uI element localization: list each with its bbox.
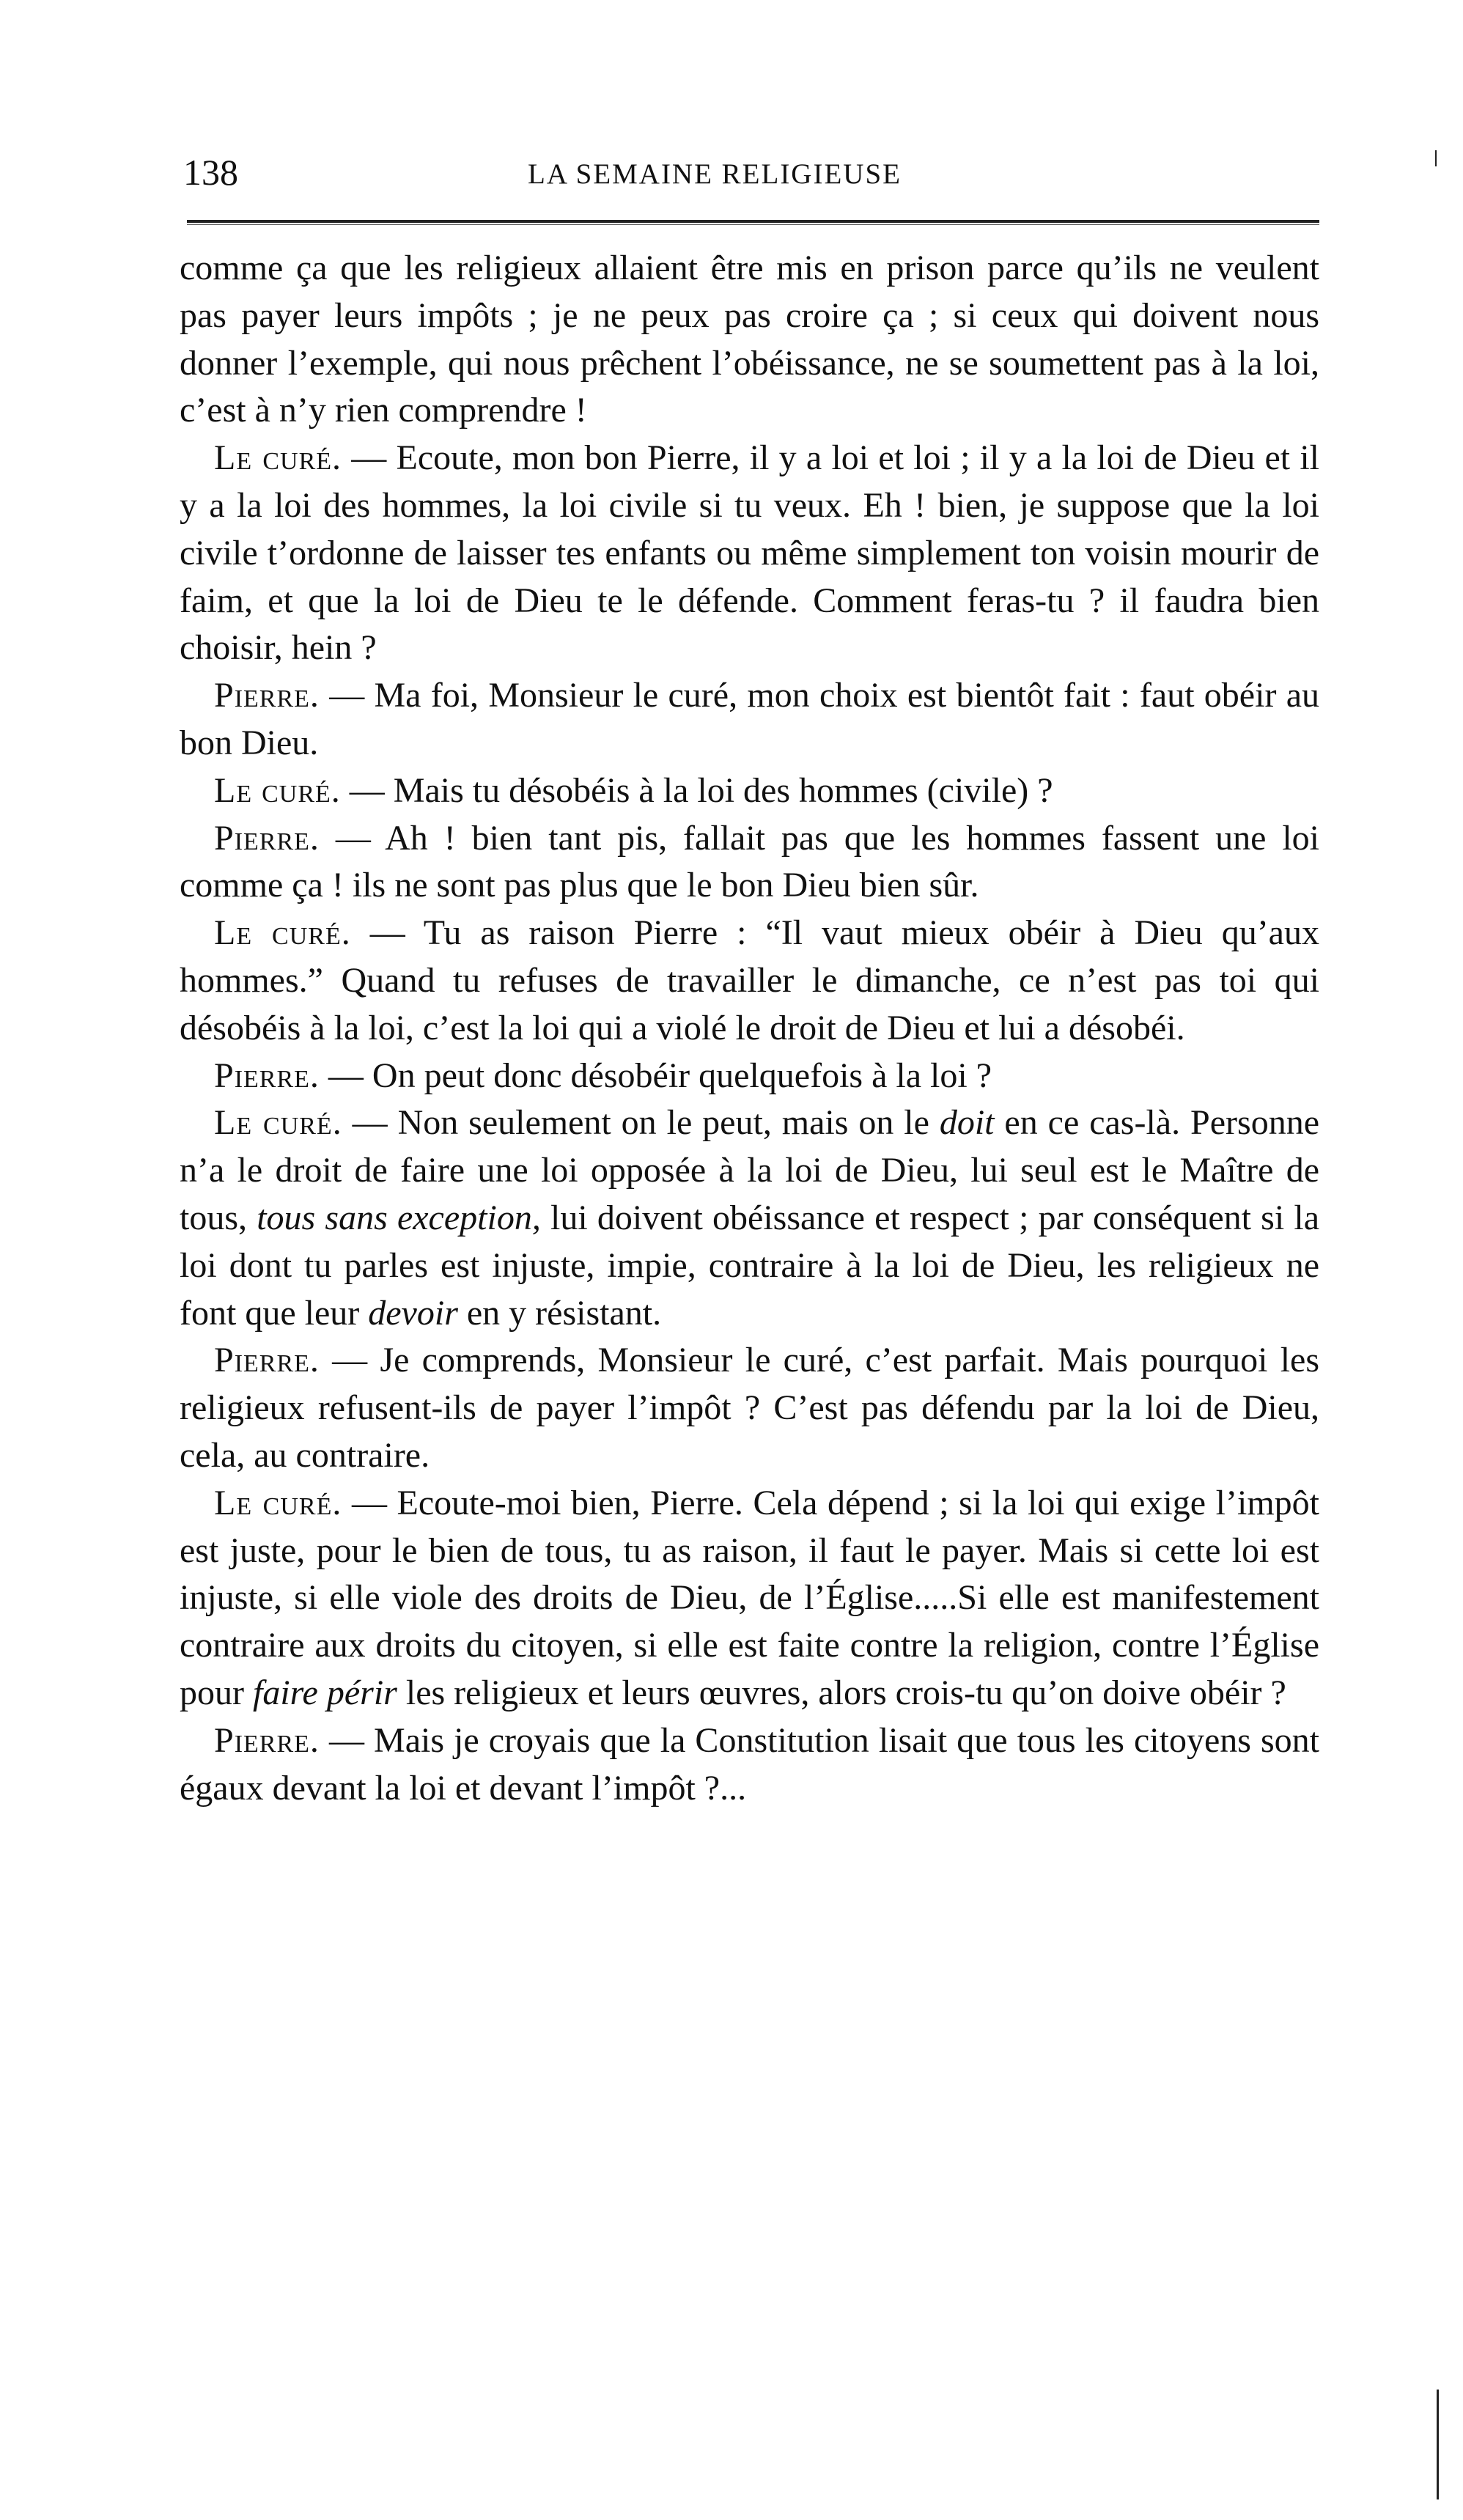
speaker-dash: —: [319, 1720, 375, 1760]
paragraph-text: Non seulement on le peut, mais on le: [397, 1103, 940, 1143]
dialogue-paragraph: [180, 910, 1319, 1052]
paragraph-text: en ce cas-là. Personne n’a le droit de faire une loi opposée à la loi de Dieu, lui seul est le Maître de tous,: [180, 1103, 1320, 1237]
dialogue-paragraph: [180, 245, 1319, 435]
paragraph-text: Ecoute-moi bien, Pierre. Cela dépend ; si la loi qui exige l’impôt est juste, pour le bien de tous, tu as raison, il faut le payer. Mais si cette loi est injuste, si elle viole des droits de Dieu, de l’Église.....Si elle est manifestement contraire aux droits du citoyen, si elle est faite contre la religion, contre l’Église pour: [180, 1483, 1319, 1712]
dialogue-paragraph: [180, 815, 1319, 910]
dialogue-paragraph: [180, 767, 1319, 815]
speaker-dash: —: [319, 1341, 380, 1380]
binding-edge-mark-small: [1435, 150, 1437, 166]
paragraph-text: Ah ! bien tant pis, fallait pas que les hommes fassent une loi comme ça ! ils ne sont pas plus que le bon Dieu bien sûr.: [180, 818, 1320, 905]
speaker-name: Pierre.: [214, 1055, 320, 1095]
speaker-dash: —: [342, 1483, 397, 1522]
paragraph-text: Tu as raison Pierre : “Il vaut mieux obéir à Dieu qu’aux hommes.” Quand tu refuses de travailler le dimanche, ce n’est pas toi qui désobéis à la loi, c’est la loi qui a violé le droit de Dieu et lui a désobéi.: [180, 913, 1319, 1047]
paragraph-text: Mais je croyais que la Constitution lisait que tous les citoyens sont égaux devant la loi et devant l’impôt ?...: [180, 1720, 1320, 1808]
speaker-dash: —: [319, 1055, 372, 1095]
emphasis-text: faire périr: [252, 1673, 397, 1712]
header-rule-shadow: [187, 224, 1319, 225]
emphasis-text: tous sans exception,: [257, 1198, 541, 1237]
paragraph-text: Ecoute, mon bon Pierre, il y a loi et loi ; il y a la loi de Dieu et il y a la loi des hommes, la loi civile si tu veux. Eh ! bien, je suppose que la loi civile t’ordonne de laisser tes enfants ou même simplement ton voisin mourir de faim, et que la loi de Dieu te le défende. Comment feras-tu ? il faudra bien choisir, hein ?: [180, 438, 1319, 668]
dialogue-paragraph: [180, 1099, 1319, 1337]
paragraph-text: Je comprends, Monsieur le curé, c’est parfait. Mais pourquoi les religieux refusent-ils de payer l’impôt ? C’est pas défendu par la loi de Dieu, cela, au contraire.: [180, 1341, 1320, 1475]
binding-edge-mark: [1437, 2390, 1439, 2499]
paragraph-text: en y résistant.: [457, 1293, 662, 1333]
speaker-dash: —: [319, 818, 386, 858]
speaker-name: Pierre.: [214, 818, 320, 858]
dialogue-paragraph: [180, 1480, 1319, 1717]
running-head: [183, 150, 1327, 202]
dialogue-paragraph: [180, 672, 1319, 767]
speaker-name: Pierre.: [214, 676, 320, 715]
paragraph-text: les religieux et leurs œuvres, alors crois-tu qu’on doive obéir ?: [397, 1673, 1286, 1712]
emphasis-text: doit: [939, 1103, 995, 1143]
paragraph-text: lui doivent obéissance et respect ; par conséquent si la loi dont tu parles est injuste, impie, contraire à la loi de Dieu, les religieux ne font que leur: [180, 1198, 1320, 1333]
speaker-name: Le curé.: [214, 1103, 342, 1143]
speaker-dash: —: [319, 676, 375, 715]
speaker-name: Pierre.: [214, 1341, 320, 1380]
speaker-dash: —: [342, 438, 397, 478]
speaker-name: Le curé.: [214, 770, 341, 810]
speaker-dash: —: [340, 770, 394, 810]
paragraph-text: Mais tu désobéis à la loi des hommes (civile) ?: [393, 770, 1053, 810]
paragraph-text: On peut donc désobéir quelquefois à la loi ?: [372, 1055, 992, 1095]
dialogue-paragraph: [180, 435, 1319, 672]
speaker-dash: —: [350, 913, 424, 953]
header-rule: [187, 220, 1319, 223]
page-number: 138: [183, 152, 238, 193]
body-text: [180, 245, 1319, 1812]
dialogue-paragraph: [180, 1053, 1319, 1100]
speaker-name: Pierre.: [214, 1720, 320, 1760]
paragraph-text: Ma foi, Monsieur le curé, mon choix est bientôt fait : faut obéir au bon Dieu.: [180, 676, 1320, 762]
speaker-dash: —: [342, 1103, 398, 1143]
emphasis-text: devoir: [368, 1293, 458, 1333]
speaker-name: Le curé.: [214, 438, 342, 478]
speaker-name: Le curé.: [214, 1483, 342, 1522]
dialogue-paragraph: [180, 1337, 1319, 1479]
dialogue-paragraph: [180, 1717, 1319, 1813]
running-title: LA SEMAINE RELIGIEUSE: [528, 158, 902, 190]
speaker-name: Le curé.: [214, 913, 351, 953]
paragraph-text: comme ça que les religieux allaient être mis en prison parce qu’ils ne veulent pas payer leurs impôts ; je ne peux pas croire ça ; si ceux qui doivent nous donner l’exemple, qui nous prêchent l’obéissance, ne se soumettent pas à la loi, c’est à n’y rien comprendre !: [180, 248, 1319, 430]
